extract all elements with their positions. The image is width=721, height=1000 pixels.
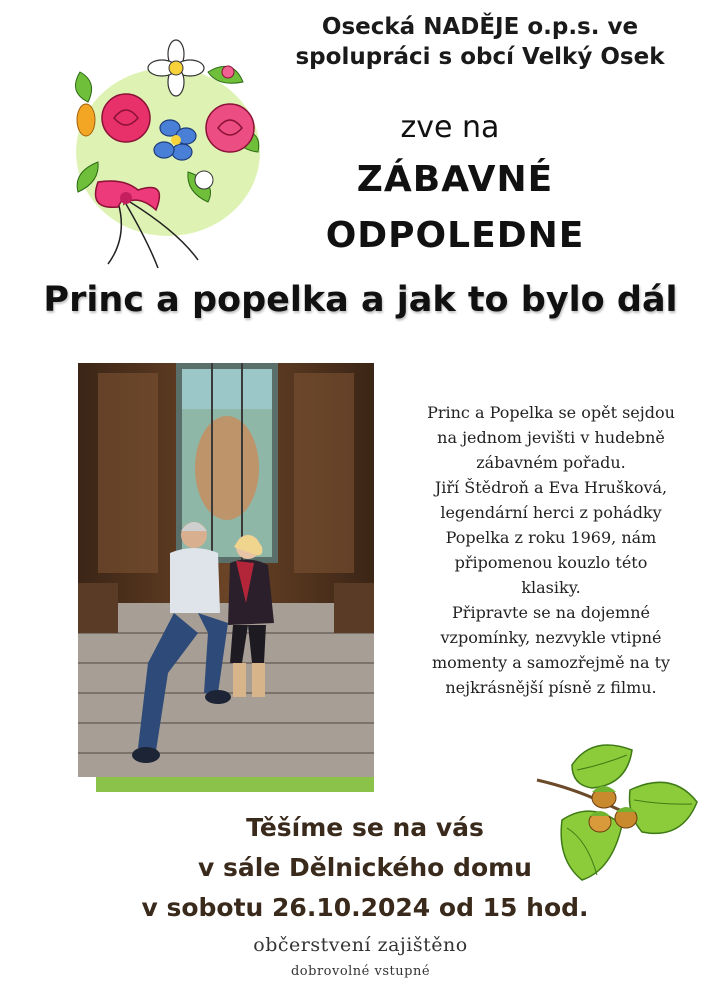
event-type-heading	[280, 152, 630, 264]
invite-text: zve na	[400, 110, 500, 145]
description-line: Princ a Popelka se opět sejdou	[427, 403, 675, 422]
performers-photo	[78, 363, 374, 777]
description-line: Připravte se na dojemné	[452, 603, 650, 622]
event-type-line-1: ZÁBAVNÉ	[356, 159, 554, 200]
description-line: klasiky.	[521, 578, 581, 597]
flower-bouquet-illustration	[58, 32, 268, 272]
description-line: nejkrásnější písně z filmu.	[445, 678, 657, 697]
closing-message	[60, 808, 670, 928]
description-line: připomenou kouzlo této	[454, 553, 648, 572]
description-line: na jednom jevišti v hudebně	[437, 428, 665, 447]
description-line: momenty a samozřejmě na ty	[431, 653, 671, 672]
description-line: legendární herci z pohádky	[440, 503, 662, 522]
closing-line-3: v sobotu 26.10.2024 od 15 hod.	[141, 893, 589, 922]
entry-note: dobrovolné vstupné	[290, 964, 431, 979]
event-type-line-2: ODPOLEDNE	[325, 215, 585, 256]
description-line: Jiří Štědroň a Eva Hrušková,	[434, 478, 668, 497]
description-line: vzpomínky, nezvykle vtipné	[440, 628, 662, 647]
organizer-heading	[250, 12, 710, 72]
closing-line-1: Těšíme se na vás	[246, 813, 484, 842]
organizer-line-1: Osecká NADĚJE o.p.s. ve	[321, 14, 639, 40]
description-line: zábavném pořadu.	[476, 453, 626, 472]
description-line: Popelka z roku 1969, nám	[445, 528, 657, 547]
show-title: Princ a popelka a jak to bylo dál	[43, 280, 678, 320]
closing-line-2: v sále Dělnického domu	[198, 853, 532, 882]
event-description	[392, 400, 710, 700]
organizer-line-2: spolupráci s obcí Velký Osek	[295, 44, 665, 70]
refreshments-note: občerstvení zajištěno	[253, 934, 468, 956]
